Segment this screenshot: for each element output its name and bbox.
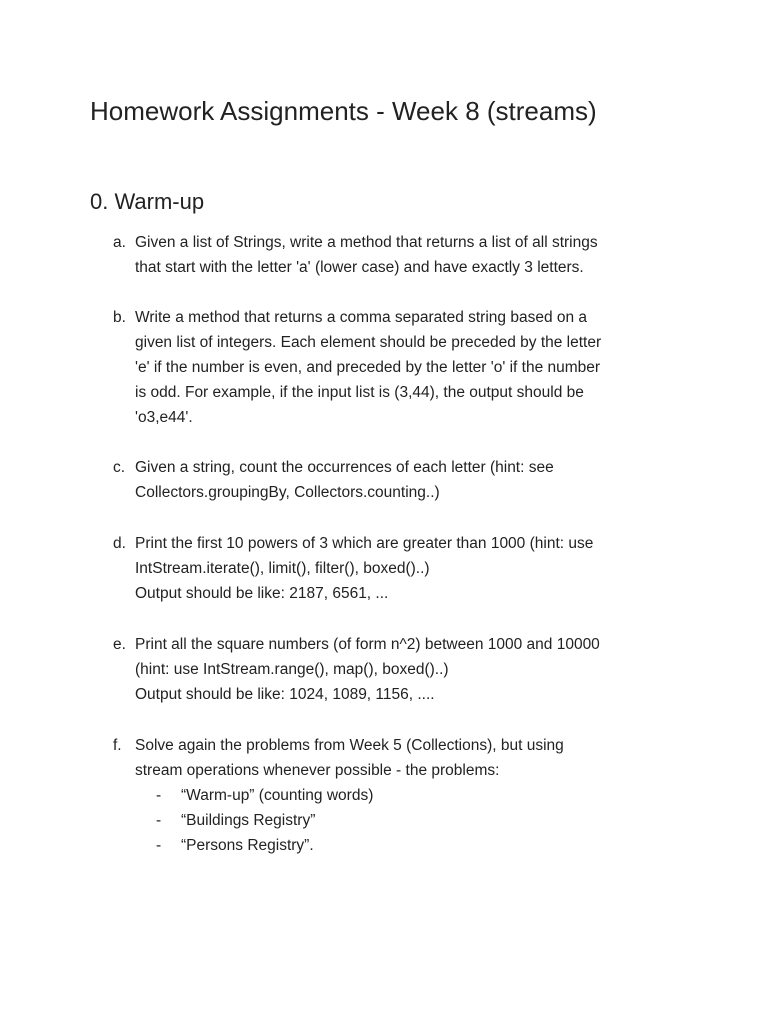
- task-text-line: 'o3,e44'.: [135, 409, 193, 426]
- task-text: [135, 531, 675, 606]
- task-text-line: stream operations whenever possible - the problems:: [135, 762, 500, 779]
- task-text-line: that start with the letter 'a' (lower case) and have exactly 3 letters.: [135, 259, 584, 276]
- task-marker: d.: [113, 535, 126, 552]
- task-text-line: is odd. For example, if the input list is (3,44), the output should be: [135, 384, 584, 401]
- sub-list-item-text: “Warm-up” (counting words): [181, 787, 374, 804]
- task-text-line: (hint: use IntStream.range(), map(), boxed()..): [135, 661, 449, 678]
- task-text-line: Collectors.groupingBy, Collectors.counting..): [135, 484, 440, 501]
- task-text: [135, 733, 675, 858]
- task-text: [135, 305, 675, 430]
- dash-bullet: -: [156, 787, 162, 804]
- task-marker: a.: [113, 234, 126, 251]
- task-text: [135, 632, 675, 707]
- task-marker: b.: [113, 309, 126, 326]
- task-text: [135, 230, 675, 280]
- task-text-line: Print the first 10 powers of 3 which are greater than 1000 (hint: use: [135, 535, 594, 552]
- sub-list-item-persons-registry: [135, 833, 675, 858]
- task-text-line: Print all the square numbers (of form n^2) between 1000 and 10000: [135, 636, 600, 653]
- dash-bullet: -: [156, 812, 162, 829]
- task-text-line: Solve again the problems from Week 5 (Collections), but using: [135, 737, 564, 754]
- task-text-line: 'e' if the number is even, and preceded by the letter 'o' if the number: [135, 359, 601, 376]
- sub-list-item-text: “Persons Registry”.: [181, 837, 314, 854]
- task-text-line: Output should be like: 1024, 1089, 1156, ....: [135, 686, 435, 703]
- document-title: Homework Assignments - Week 8 (streams): [90, 96, 597, 126]
- task-text-line: Write a method that returns a comma separated string based on a: [135, 309, 588, 326]
- task-text-line: Given a list of Strings, write a method that returns a list of all strings: [135, 234, 598, 251]
- dash-bullet: -: [156, 837, 162, 854]
- task-text-line: given list of integers. Each element should be preceded by the letter: [135, 334, 602, 351]
- task-marker: e.: [113, 636, 126, 653]
- task-text-line: IntStream.iterate(), limit(), filter(), boxed()..): [135, 560, 430, 577]
- section-heading-warm-up: 0. Warm-up: [90, 189, 205, 214]
- sub-list-item-buildings-registry: [135, 808, 675, 833]
- sub-list-item-text: “Buildings Registry”: [181, 812, 316, 829]
- task-marker: f.: [113, 737, 122, 754]
- task-text-line: Output should be like: 2187, 6561, ...: [135, 585, 389, 602]
- sub-list-item-warm-up: [135, 783, 675, 808]
- task-text-line: Given a string, count the occurrences of each letter (hint: see: [135, 459, 554, 476]
- task-text: [135, 455, 675, 505]
- task-marker: c.: [113, 459, 126, 476]
